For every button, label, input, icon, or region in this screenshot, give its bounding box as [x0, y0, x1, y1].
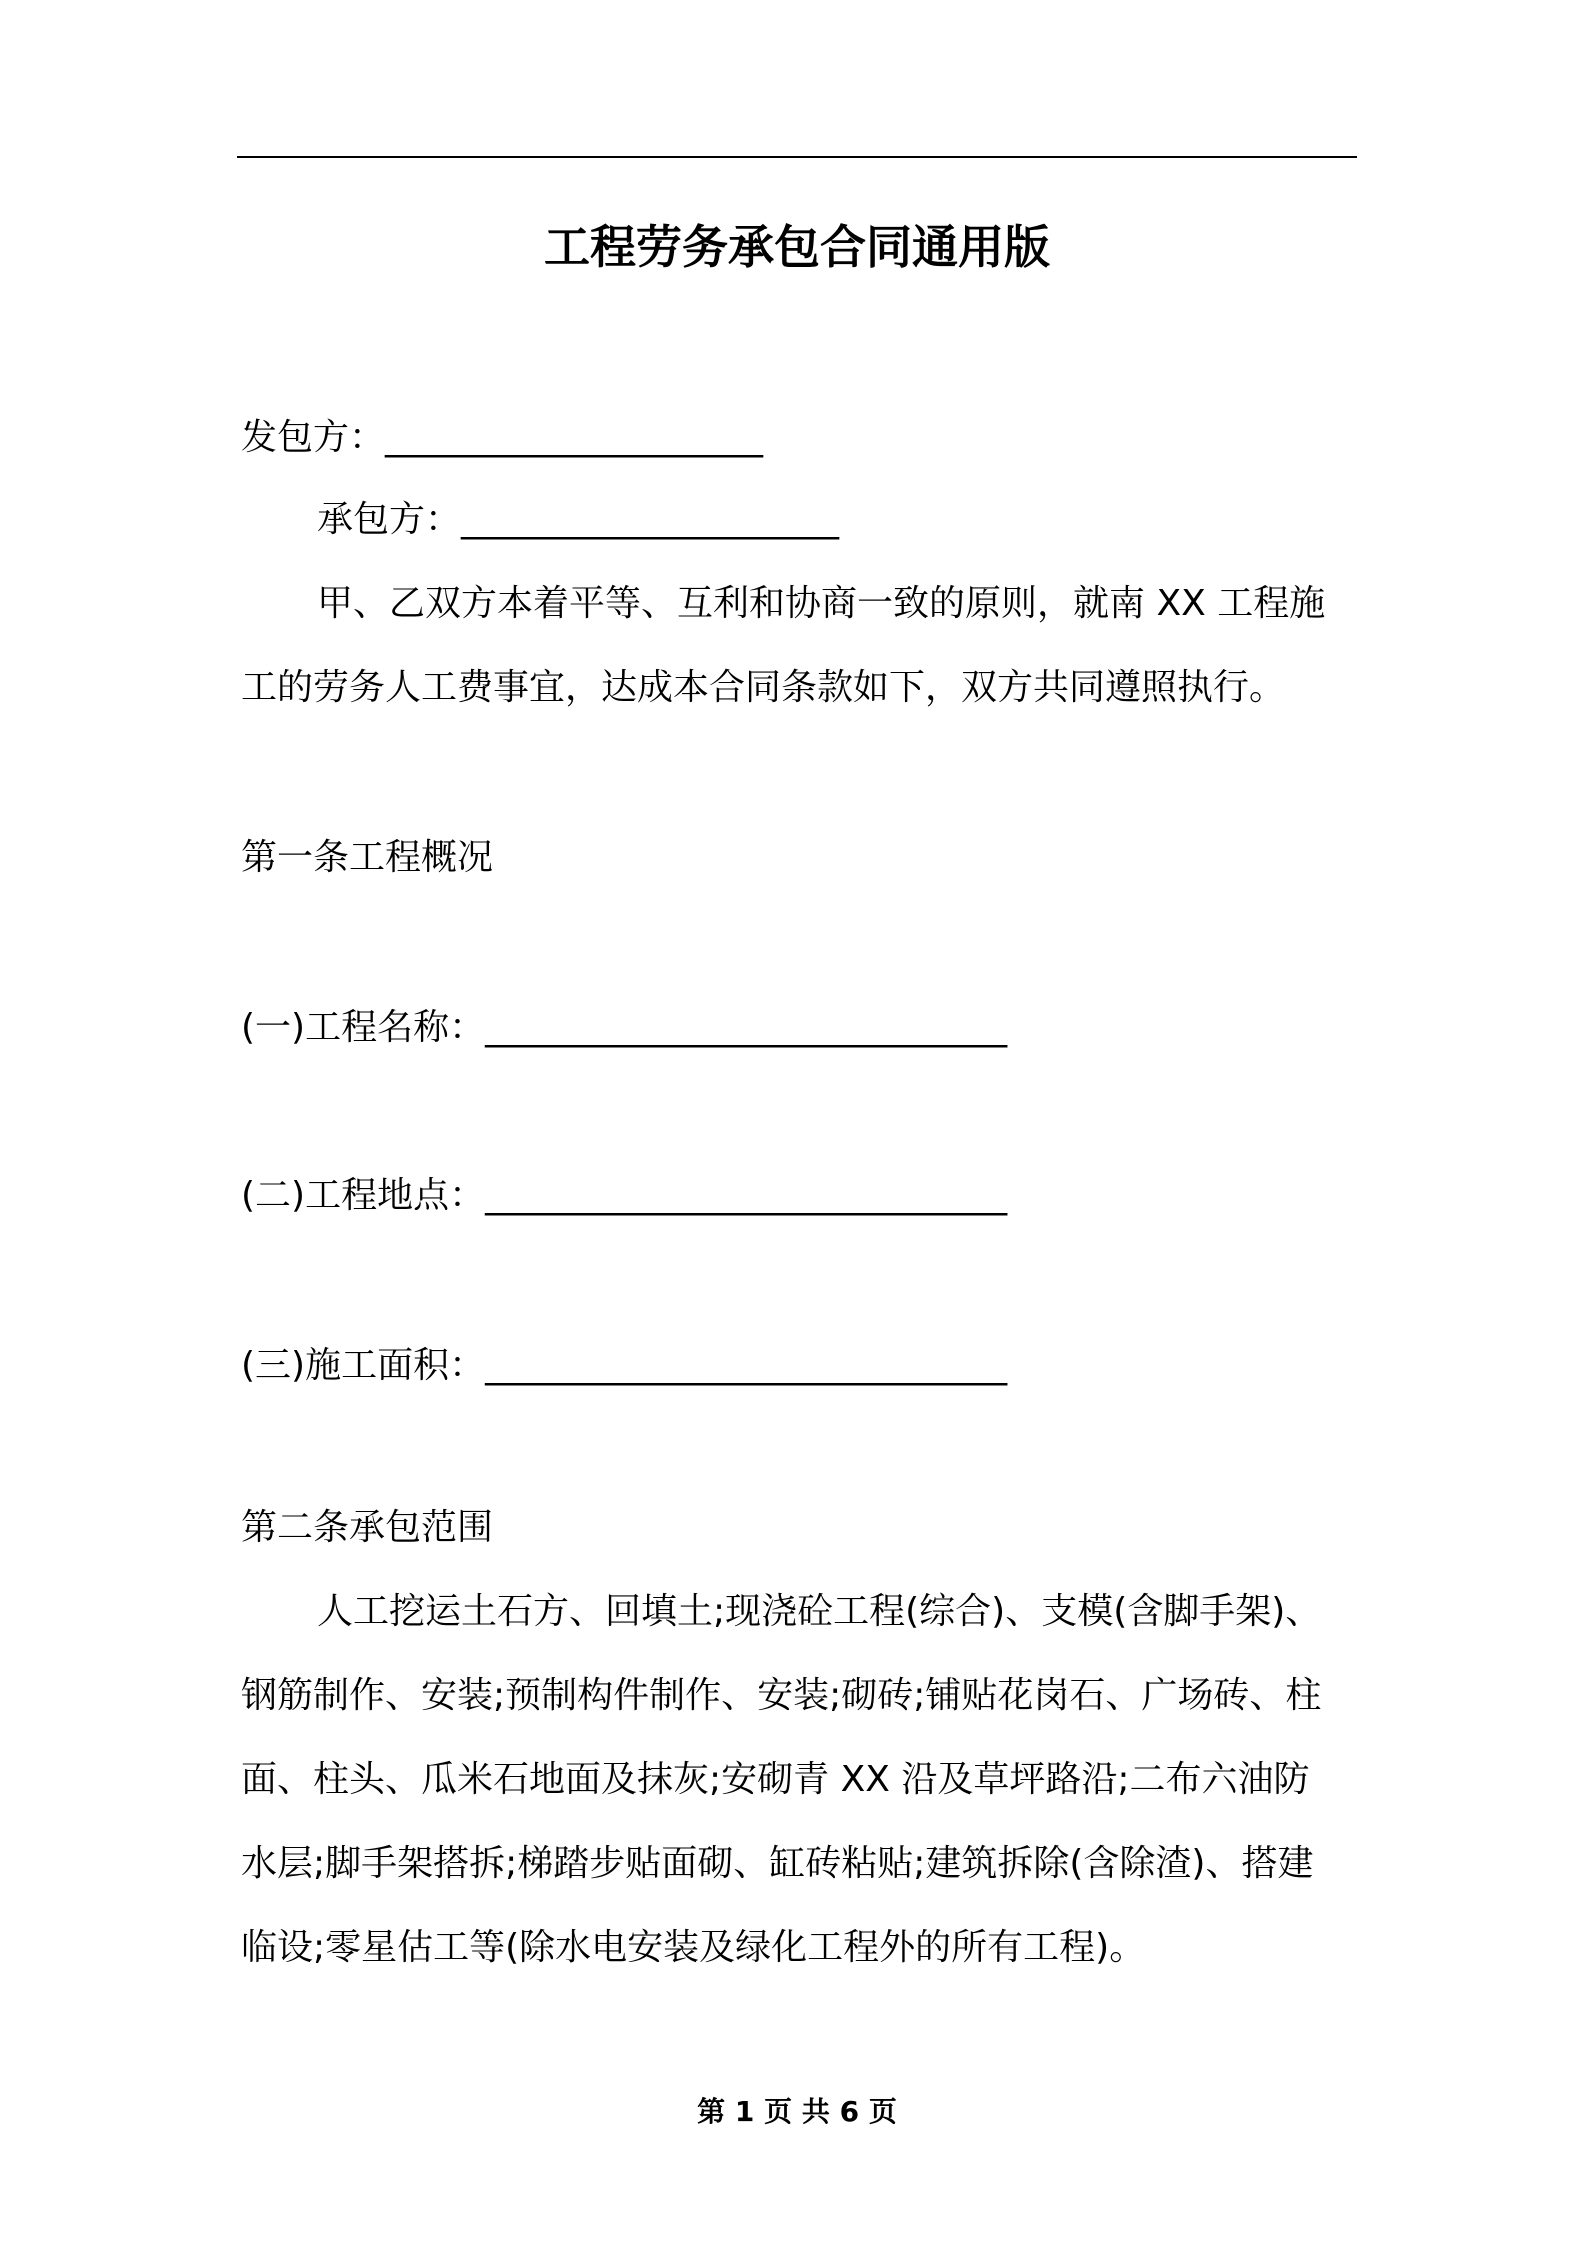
scope-line-3: 面、柱头、瓜米石地面及抹灰;安砌青 XX 沿及草坪路沿;二布六油防: [241, 1759, 1310, 1800]
intro-line-2: 工的劳务人工费事宜，达成本合同条款如下，双方共同遵照执行。: [241, 667, 1286, 708]
project-location-field: (二)工程地点：_____________________________: [241, 1175, 1008, 1216]
party-a-field: 发包方：_____________________: [241, 417, 764, 458]
article-1-heading: 第一条工程概况: [241, 837, 494, 878]
document-title: 工程劳务承包合同通用版: [544, 220, 1050, 274]
page-number: 第 1 页 共 6 页: [697, 2095, 897, 2128]
scope-line-4: 水层;脚手架搭拆;梯踏步贴面砌、缸砖粘贴;建筑拆除(含除渣)、搭建: [241, 1843, 1314, 1884]
construction-area-field: (三)施工面积：_____________________________: [241, 1345, 1008, 1386]
scope-line-2: 钢筋制作、安装;预制构件制作、安装;砌砖;铺贴花岗石、广场砖、柱: [241, 1675, 1322, 1716]
header-rule: [237, 156, 1357, 158]
project-name-field: (一)工程名称：_____________________________: [241, 1007, 1008, 1048]
scope-line-1: 人工挖运土石方、回填土;现浇砼工程(综合)、支模(含脚手架)、: [317, 1591, 1322, 1632]
article-2-heading: 第二条承包范围: [241, 1507, 494, 1548]
intro-line-1: 甲、乙双方本着平等、互利和协商一致的原则，就南 XX 工程施: [317, 583, 1326, 624]
party-b-field: 承包方：_____________________: [317, 499, 840, 540]
scope-line-5: 临设;零星估工等(除水电安装及绿化工程外的所有工程)。: [241, 1927, 1146, 1968]
